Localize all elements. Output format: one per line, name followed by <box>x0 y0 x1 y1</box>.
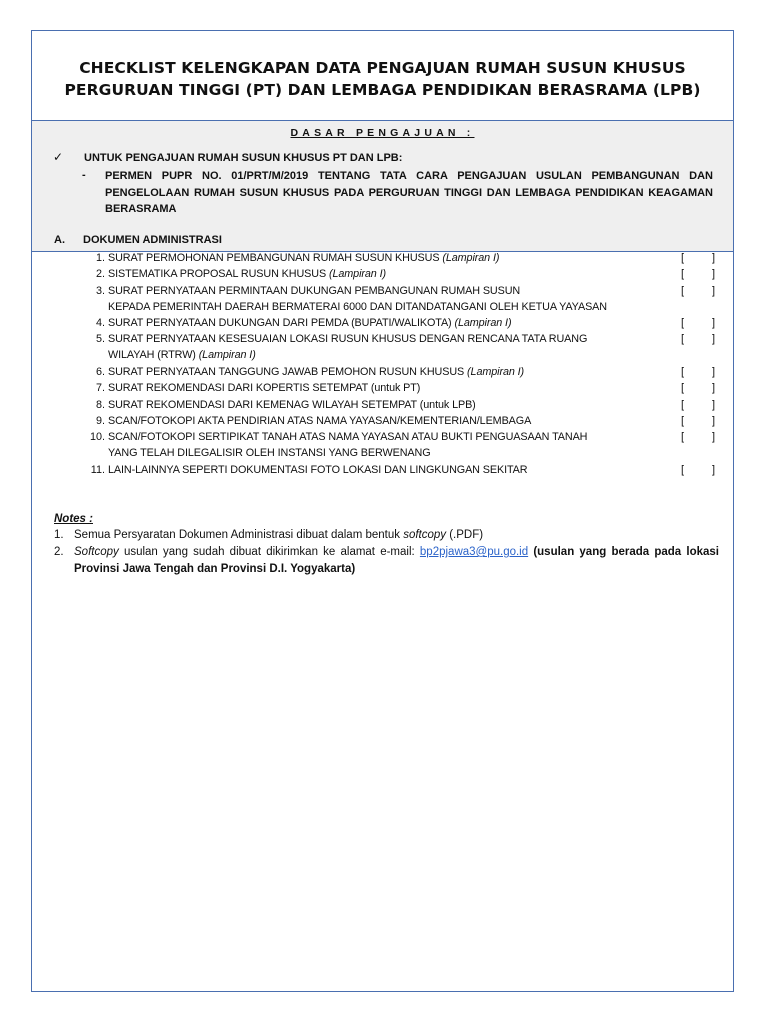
checklist-item <box>32 250 733 266</box>
item-text: SURAT PERNYATAAN PERMINTAAN DUKUNGAN PEMBANGUNAN RUMAH SUSUN KEPADA PEMERINTAH DAERAH BERMATERAI 6000 DAN DITANDATANGANI OLEH KETUA YAYASAN <box>108 284 607 313</box>
email-link[interactable]: bp2pjawa3@pu.go.id <box>419 546 529 558</box>
item-number: 6. <box>95 366 105 379</box>
item-number: 5. <box>95 333 105 346</box>
checklist-item <box>32 413 733 429</box>
basis-statement: UNTUK PENGAJUAN RUMAH SUSUN KHUSUS PT DAN LPB: <box>84 152 403 164</box>
item-text: SURAT PERNYATAAN DUKUNGAN DARI PEMDA (BUPATI/WALIKOTA) (Lampiran I) <box>108 317 512 330</box>
item-checkbox[interactable]: [ ] <box>681 366 715 379</box>
item-checkbox[interactable]: [ ] <box>681 252 715 264</box>
regulation-text: PERMEN PUPR NO. 01/PRT/M/2019 TENTANG TATA CARA PENGAJUAN USULAN PEMBANGUNAN DAN PENGELOLAAN RUMAH SUSUN KHUSUS PADA PERGURUAN TINGGI DAN LEMBAGA PENDIDIKAN KEAGAMAN BERASRAMA <box>105 170 713 215</box>
checklist-item <box>32 266 733 282</box>
checklist-item <box>32 380 733 396</box>
item-number: 4. <box>95 317 105 330</box>
document-checklist <box>32 250 733 478</box>
note-number: 1. <box>54 529 64 541</box>
note-text: usulan yang sudah dibuat dikirimkan ke alamat e-mail: <box>118 546 420 558</box>
note-item <box>54 544 719 578</box>
checklist-item <box>32 364 733 380</box>
item-number: 1. <box>95 252 105 264</box>
item-number: 9. <box>95 414 105 427</box>
checklist-item <box>32 429 733 462</box>
note-italic: softcopy <box>403 529 447 541</box>
item-checkbox[interactable]: [ ] <box>681 333 715 346</box>
item-checkbox[interactable]: [ ] <box>681 317 715 330</box>
basis-section <box>32 121 733 252</box>
item-checkbox[interactable]: [ ] <box>681 463 715 476</box>
bullet-dash: - <box>82 169 86 181</box>
item-checkbox[interactable]: [ ] <box>681 284 715 297</box>
item-checkbox[interactable]: [ ] <box>681 414 715 427</box>
item-checkbox[interactable]: [ ] <box>681 382 715 395</box>
checklist-item <box>32 315 733 331</box>
checklist-item <box>32 397 733 413</box>
title-line-2: PERGURUAN TINGGI (PT) DAN LEMBAGA PENDIDIKAN BERASRAMA (LPB) <box>64 80 701 99</box>
item-text: SURAT PERMOHONAN PEMBANGUNAN RUMAH SUSUN KHUSUS (Lampiran I) <box>108 252 500 264</box>
item-checkbox[interactable]: [ ] <box>681 268 715 281</box>
section-title: DOKUMEN ADMINISTRASI <box>83 234 222 246</box>
checkmark-icon: ✓ <box>53 150 64 164</box>
item-text: SCAN/FOTOKOPI AKTA PENDIRIAN ATAS NAMA YAYASAN/KEMENTERIAN/LEMBAGA <box>108 414 532 427</box>
note-item <box>54 527 719 544</box>
item-text: SURAT PERNYATAAN TANGGUNG JAWAB PEMOHON RUSUN KHUSUS (Lampiran I) <box>108 366 525 379</box>
item-text: SURAT PERNYATAAN KESESUAIAN LOKASI RUSUN KHUSUS DENGAN RENCANA TATA RUANG WILAYAH (RTRW) (Lampiran I) <box>108 333 588 362</box>
document-frame <box>31 30 734 992</box>
item-checkbox[interactable]: [ ] <box>681 431 715 444</box>
document-title <box>32 31 733 121</box>
item-checkbox[interactable]: [ ] <box>681 398 715 411</box>
item-number: 7. <box>95 382 105 395</box>
checklist-item <box>32 283 733 316</box>
item-number: 11. <box>90 463 105 476</box>
note-italic: Softcopy <box>74 546 119 558</box>
item-text: SCAN/FOTOKOPI SERTIPIKAT TANAH ATAS NAMA YAYASAN ATAU BUKTI PENGUASAAN TANAH YANG TELAH DILEGALISIR OLEH INSTANSI YANG BERWENANG <box>108 431 588 460</box>
item-number: 8. <box>95 398 105 411</box>
checklist-item <box>32 331 733 364</box>
checklist-item <box>32 462 733 478</box>
note-suffix: (.PDF) <box>446 529 484 541</box>
item-number: 2. <box>95 268 105 281</box>
basis-heading: DASAR PENGAJUAN : <box>290 127 475 139</box>
notes-section <box>54 513 719 578</box>
section-letter: A. <box>54 234 65 246</box>
item-text: SURAT REKOMENDASI DARI KEMENAG WILAYAH SETEMPAT (untuk LPB) <box>108 398 476 411</box>
item-number: 3. <box>95 284 105 297</box>
title-line-1: CHECKLIST KELENGKAPAN DATA PENGAJUAN RUMAH SUSUN KHUSUS <box>79 58 686 77</box>
notes-heading: Notes : <box>54 513 93 525</box>
note-text: Semua Persyaratan Dokumen Administrasi dibuat dalam bentuk <box>74 529 404 541</box>
item-text: LAIN-LAINNYA SEPERTI DOKUMENTASI FOTO LOKASI DAN LINGKUNGAN SEKITAR <box>108 463 528 476</box>
item-text: SURAT REKOMENDASI DARI KOPERTIS SETEMPAT (untuk PT) <box>108 382 421 395</box>
item-number: 10. <box>89 431 105 444</box>
note-number: 2. <box>54 546 64 558</box>
note-location: (usulan yang berada pada lokasi Provinsi Jawa Tengah dan Provinsi D.I. Yogyakarta) <box>74 546 719 575</box>
item-text: SISTEMATIKA PROPOSAL RUSUN KHUSUS (Lampiran I) <box>108 268 386 281</box>
